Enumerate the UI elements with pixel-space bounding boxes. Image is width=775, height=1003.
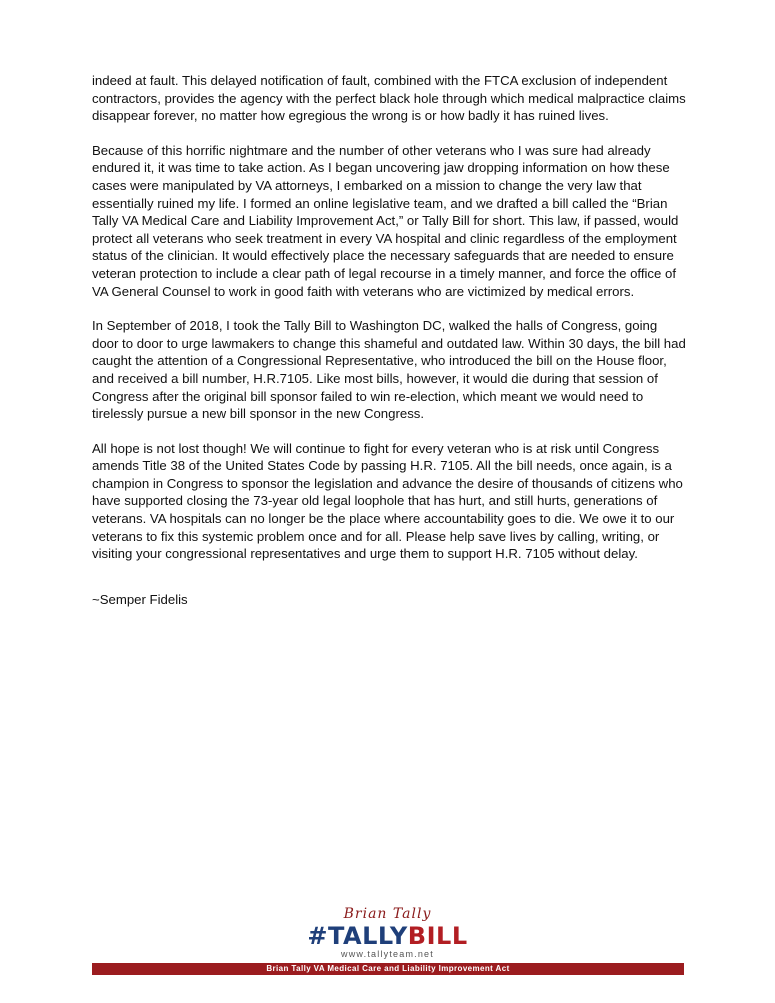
hashtag-part-bill: BILL <box>407 922 468 950</box>
paragraph-1: indeed at fault. This delayed notification of fault, combined with the FTCA exclusion of independent contractors, provides the agency with the perfect black hole through which medical malpractice claims disappear forever, no matter how egregious the wrong is or how badly it has ruined lives. <box>92 73 686 124</box>
hashtag-part-tally: #TALLY <box>307 922 408 950</box>
signature-script: Brian Tally <box>343 906 432 922</box>
paragraph-3: In September of 2018, I took the Tally Bill to Washington DC, walked the halls of Congress, going door to door to urge lawmakers to change this shameful and outdated law. Within 30 days, the bill had caught the attention of a Congressional Representative, who introduced the bill on the House floor, and received a bill number, H.R.7105. Like most bills, however, it would die during that session of Congress after the original bill sponsor failed to win re-election, which meant we would need to tirelessly pursue a new bill sponsor in the new Congress. <box>92 318 686 422</box>
letter-body <box>92 72 687 608</box>
tallybill-logo <box>0 905 775 960</box>
signoff: ~Semper Fidelis <box>92 591 188 607</box>
website-url: www.tallyteam.net <box>341 949 434 959</box>
paragraph-4: All hope is not lost though! We will continue to fight for every veteran who is at risk until Congress amends Title 38 of the United States Code by passing H.R. 7105. All the bill needs, once again, is a champion in Congress to sponsor the legislation and advance the desire of thousands of citizens who have supported closing the 73-year old legal loophole that has hurt, and still hurts, generations of veterans. VA hospitals can no longer be the place where accountability goes to die. We owe it to our veterans to fix this systemic problem once and for all. Please help save lives by calling, writing, or visiting your congressional representatives and urge them to support H.R. 7105 without delay. <box>92 440 683 562</box>
paragraph-2: Because of this horrific nightmare and the number of other veterans who I was sure had already endured it, it was time to take action. As I began uncovering jaw dropping information on how these cases were manipulated by VA attorneys, I embarked on a mission to change the very law that essentially ruined my life. I formed an online legislative team, and we drafted a bill called the “Brian Tally VA Medical Care and Liability Improvement Act,” or Tally Bill for short. This law, if passed, would protect all veterans who seek treatment in every VA hospital and clinic regardless of the employment status of the clinician. It would effectively place the necessary safeguards that are needed to ensure veteran protection to include a clear path of legal recourse in a timely manner, and force the office of VA General Counsel to work in good faith with veterans who are victimized by medical errors. <box>92 142 679 299</box>
footer-banner: Brian Tally VA Medical Care and Liability Improvement Act <box>92 963 684 975</box>
hashtag-title <box>0 923 775 949</box>
